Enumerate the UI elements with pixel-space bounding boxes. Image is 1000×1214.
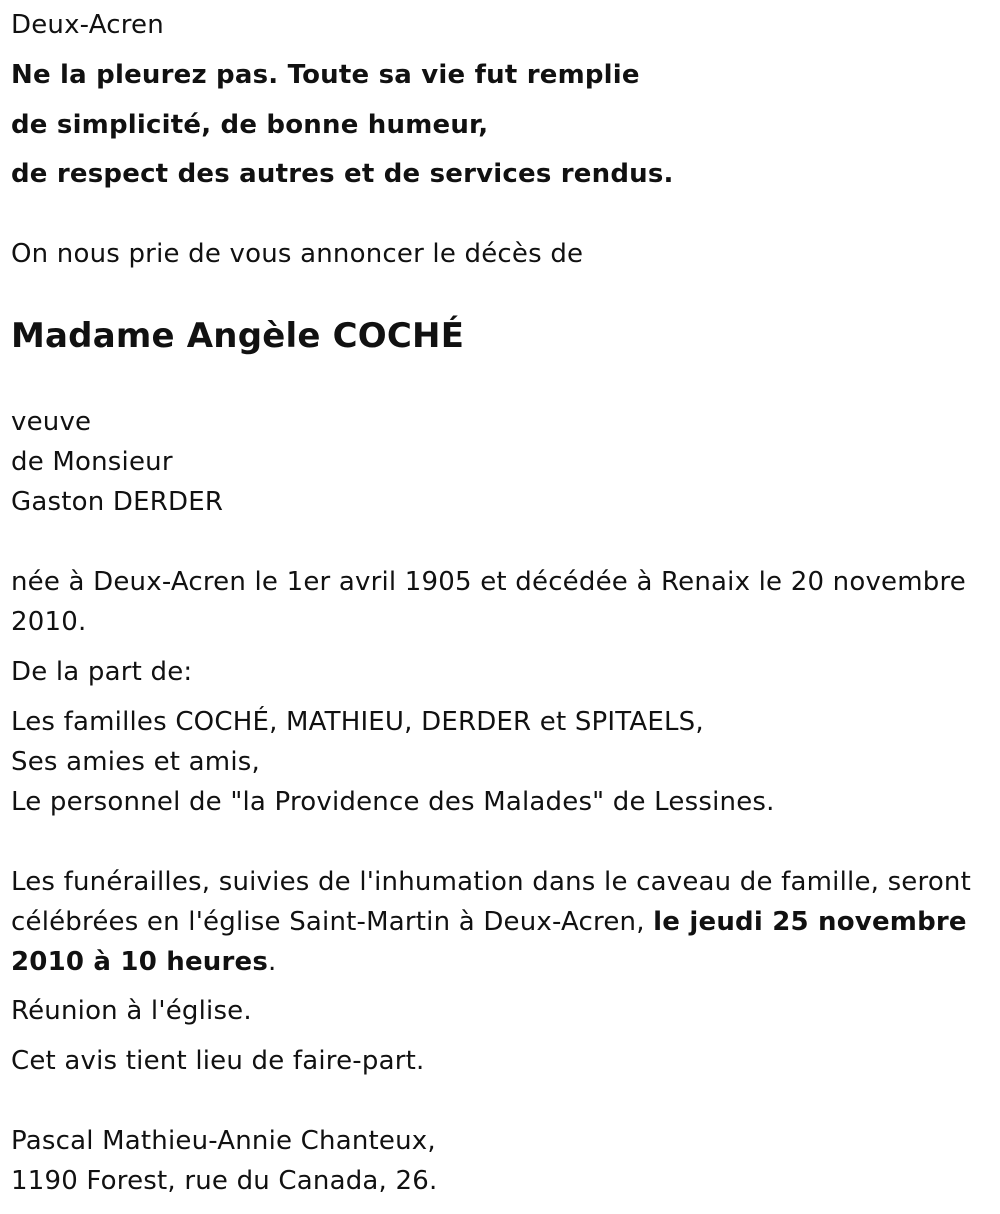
poem-line-3: de respect des autres et de services rendus. (11, 159, 674, 189)
from-list-item: Le personnel de "la Providence des Malades" de Lessines. (11, 787, 775, 817)
spouse-line-1: veuve (11, 407, 92, 437)
deceased-name: Madame Angèle COCHÉ (11, 316, 465, 356)
birth-death-text: née à Deux-Acren le 1er avril 1905 et décédée à Renaix le 20 novembre 2010. (11, 567, 966, 637)
from-label: De la part de: (11, 657, 193, 687)
funeral-text-intro: Les funérailles, suivies de l'inhumation dans le caveau de famille, seront célébrées en l'église Saint-Martin à Deux-Acren, (11, 867, 972, 937)
from-list-item: Les familles COCHÉ, MATHIEU, DERDER et SPITAELS, (11, 707, 704, 737)
notice-text: Cet avis tient lieu de faire-part. (11, 1046, 425, 1076)
funeral-text (11, 862, 981, 982)
funeral-date: le jeudi 25 novembre 2010 à 10 heures (11, 907, 967, 977)
contact-name: Pascal Mathieu-Annie Chanteux, (11, 1126, 436, 1156)
spouse-line-2: de Monsieur (11, 447, 173, 477)
announcement-text: On nous prie de vous annoncer le décès de (11, 239, 584, 269)
poem-line-2: de simplicité, de bonne humeur, (11, 110, 489, 140)
contact-address: 1190 Forest, rue du Canada, 26. (11, 1166, 438, 1196)
meeting-text: Réunion à l'église. (11, 996, 252, 1026)
spouse-line-3: Gaston DERDER (11, 487, 224, 517)
from-list-item: Ses amies et amis, (11, 747, 260, 777)
poem-line-1: Ne la pleurez pas. Toute sa vie fut remplie (11, 60, 640, 90)
funeral-text-end: . (268, 947, 277, 977)
place-heading: Deux-Acren (11, 10, 164, 40)
